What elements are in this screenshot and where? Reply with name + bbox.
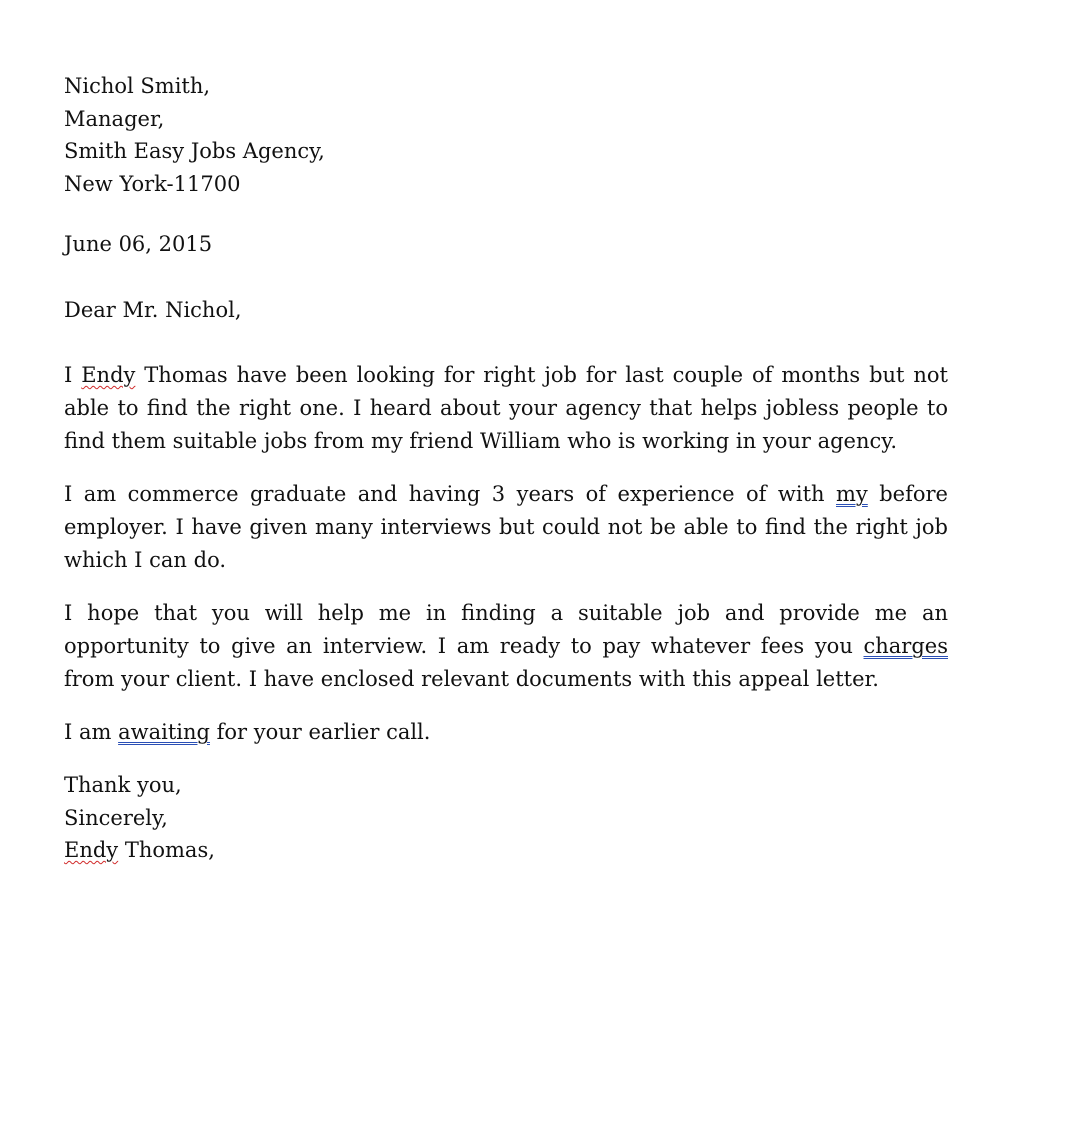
body-paragraph-2 [64,478,948,577]
sender-address-block [64,70,948,200]
paragraph-text: before employer. I have given many interviews but could not be able to find the right job which I can do. [64,482,948,572]
salutation: Dear Mr. Nichol, [64,297,242,322]
paragraph-text: from your client. I have enclosed relevant documents with this appeal letter. [64,667,879,691]
paragraph-text: I am commerce graduate and having 3 years of experience of with [64,482,836,506]
body-paragraph-4 [64,716,948,749]
grammar-check-word: awaiting [118,720,210,744]
closing-block [64,769,948,867]
grammar-check-word: my [836,482,868,506]
paragraph-text: Thomas have been looking for right job for last couple of months but not able to find the right one. I heard about your agency that helps jobless people to find them suitable jobs from my friend William who is working in your agency. [64,363,948,453]
sender-name: Nichol Smith, [64,74,211,98]
sender-city: New York-11700 [64,171,241,196]
signature-name [64,834,948,867]
paragraph-text: for your earlier call. [209,720,431,744]
sender-title: Manager, [64,106,165,131]
grammar-check-word: charges [863,634,948,658]
closing-thanks: Thank you, [64,773,182,797]
paragraph-text: I [64,363,82,387]
letter-page [64,70,948,867]
paragraph-text: I am [64,720,119,744]
body-paragraph-3 [64,597,948,696]
signature-rest: Thomas, [118,838,215,862]
paragraph-text: I hope that you will help me in finding a suitable job and provide me an opportunity to give an interview. I am ready to pay whatever fees you [64,601,948,658]
spellcheck-word: Endy [64,838,119,862]
spellcheck-word: Endy [81,363,136,387]
sender-company: Smith Easy Jobs Agency, [64,139,325,163]
closing-sincerely: Sincerely, [64,805,168,830]
body-paragraph-1 [64,359,948,458]
letter-date: June 06, 2015 [64,232,213,256]
